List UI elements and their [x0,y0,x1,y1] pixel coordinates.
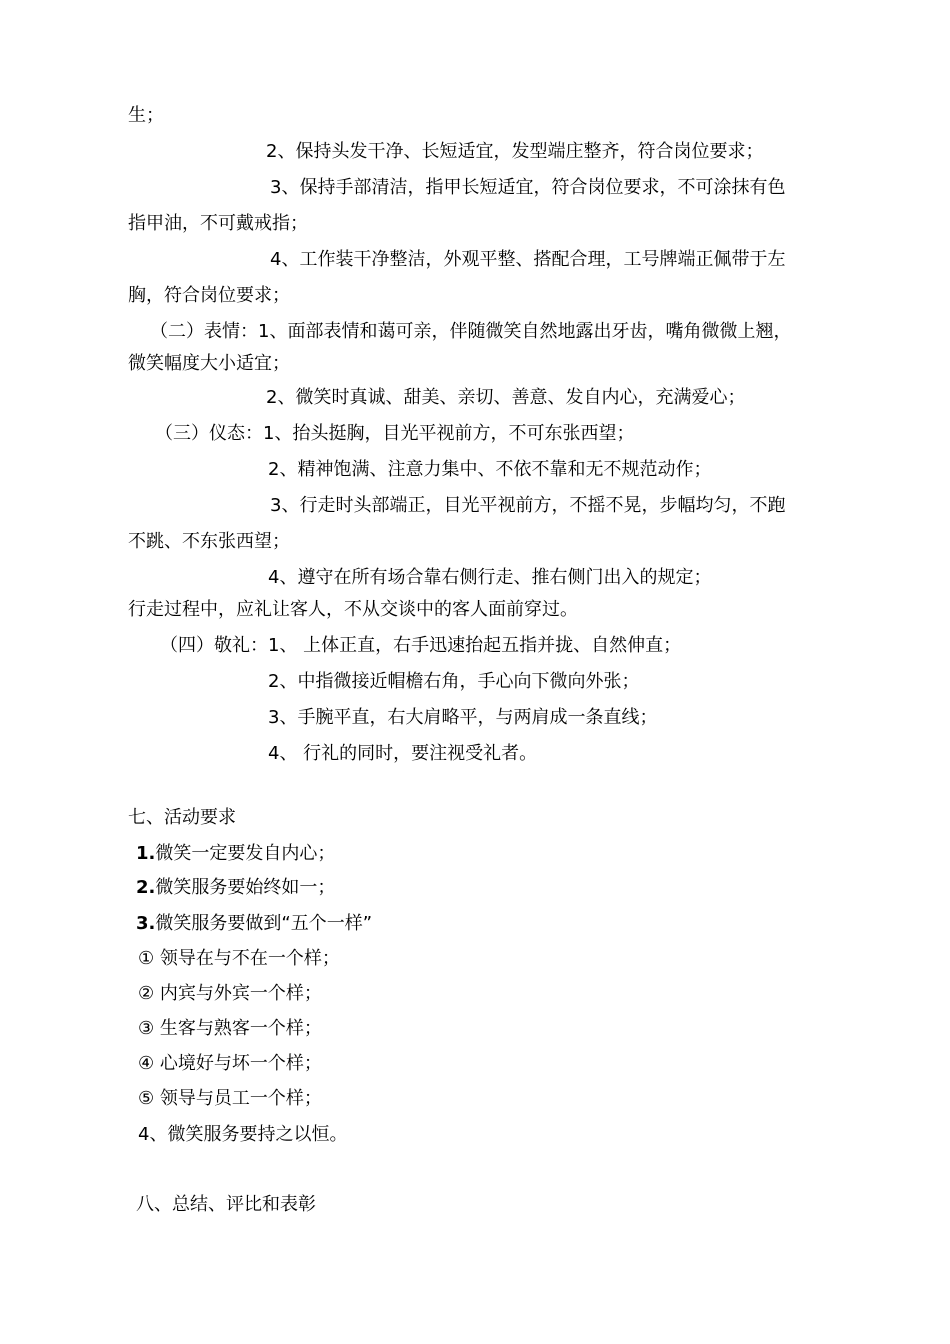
text-line: 3、行走时头部端正，目光平视前方，不摇不晃，步幅均匀，不跑 [270,495,786,516]
sub-list-item: ③ 生客与熟客一个样； [138,1018,322,1039]
list-item-number: 1. [136,843,156,864]
text-line: 4、 行礼的同时，要注视受礼者。 [268,743,538,764]
list-item-text: 微笑服务要始终如一； [155,877,336,898]
list-item [136,842,335,866]
text-line: 2、保持头发干净、长短适宜，发型端庄整齐，符合岗位要求； [266,141,764,162]
list-item [136,876,335,900]
text-line: （四）敬礼：1、 上体正直，右手迅速抬起五指并拢、自然伸直； [160,635,682,656]
list-item-text: 微笑服务要做到“五个一样” [155,913,373,934]
sub-list-item: ⑤ 领导与员工一个样； [138,1088,322,1109]
text-line: 胸，符合岗位要求； [128,285,290,306]
text-line: （二）表情：1、面部表情和蔼可亲，伴随微笑自然地露出牙齿，嘴角微微上翘， [150,321,792,342]
text-line: 2、精神饱满、注意力集中、不依不靠和无不规范动作； [268,459,712,480]
text-line: 2、微笑时真诚、甜美、亲切、善意、发自内心，充满爱心； [266,387,746,408]
text-line: 4、工作装干净整洁，外观平整、搭配合理，工号牌端正佩带于左 [270,249,786,270]
section-heading: 八、总结、评比和表彰 [136,1194,316,1215]
text-line: 行走过程中，应礼让客人，不从交谈中的客人面前穿过。 [128,599,578,620]
list-item [136,912,372,936]
text-line: 微笑幅度大小适宜； [128,353,290,374]
text-line: 3、保持手部清洁，指甲长短适宜，符合岗位要求，不可涂抹有色 [270,177,786,198]
sub-list-item: ① 领导在与不在一个样； [138,948,340,969]
text-line: 3、手腕平直，右大肩略平，与两肩成一条直线； [268,707,658,728]
list-item-number: 2. [136,877,156,898]
section-heading: 七、活动要求 [128,807,236,828]
text-line: （三）仪态：1、抬头挺胸，目光平视前方，不可东张西望； [155,423,635,444]
list-item-text: 微笑一定要发自内心； [155,843,336,864]
list-item: 4、微笑服务要持之以恒。 [138,1124,348,1145]
sub-list-item: ② 内宾与外宾一个样； [138,983,322,1004]
list-item-number: 3. [136,913,156,934]
text-line: 指甲油，不可戴戒指； [128,213,308,234]
text-line: 不跳、不东张西望； [128,531,290,552]
text-line: 4、遵守在所有场合靠右侧行走、推右侧门出入的规定； [268,567,712,588]
sub-list-item: ④ 心境好与坏一个样； [138,1053,322,1074]
text-line: 2、中指微接近帽檐右角，手心向下微向外张； [268,671,640,692]
text-line: 生； [128,105,164,126]
